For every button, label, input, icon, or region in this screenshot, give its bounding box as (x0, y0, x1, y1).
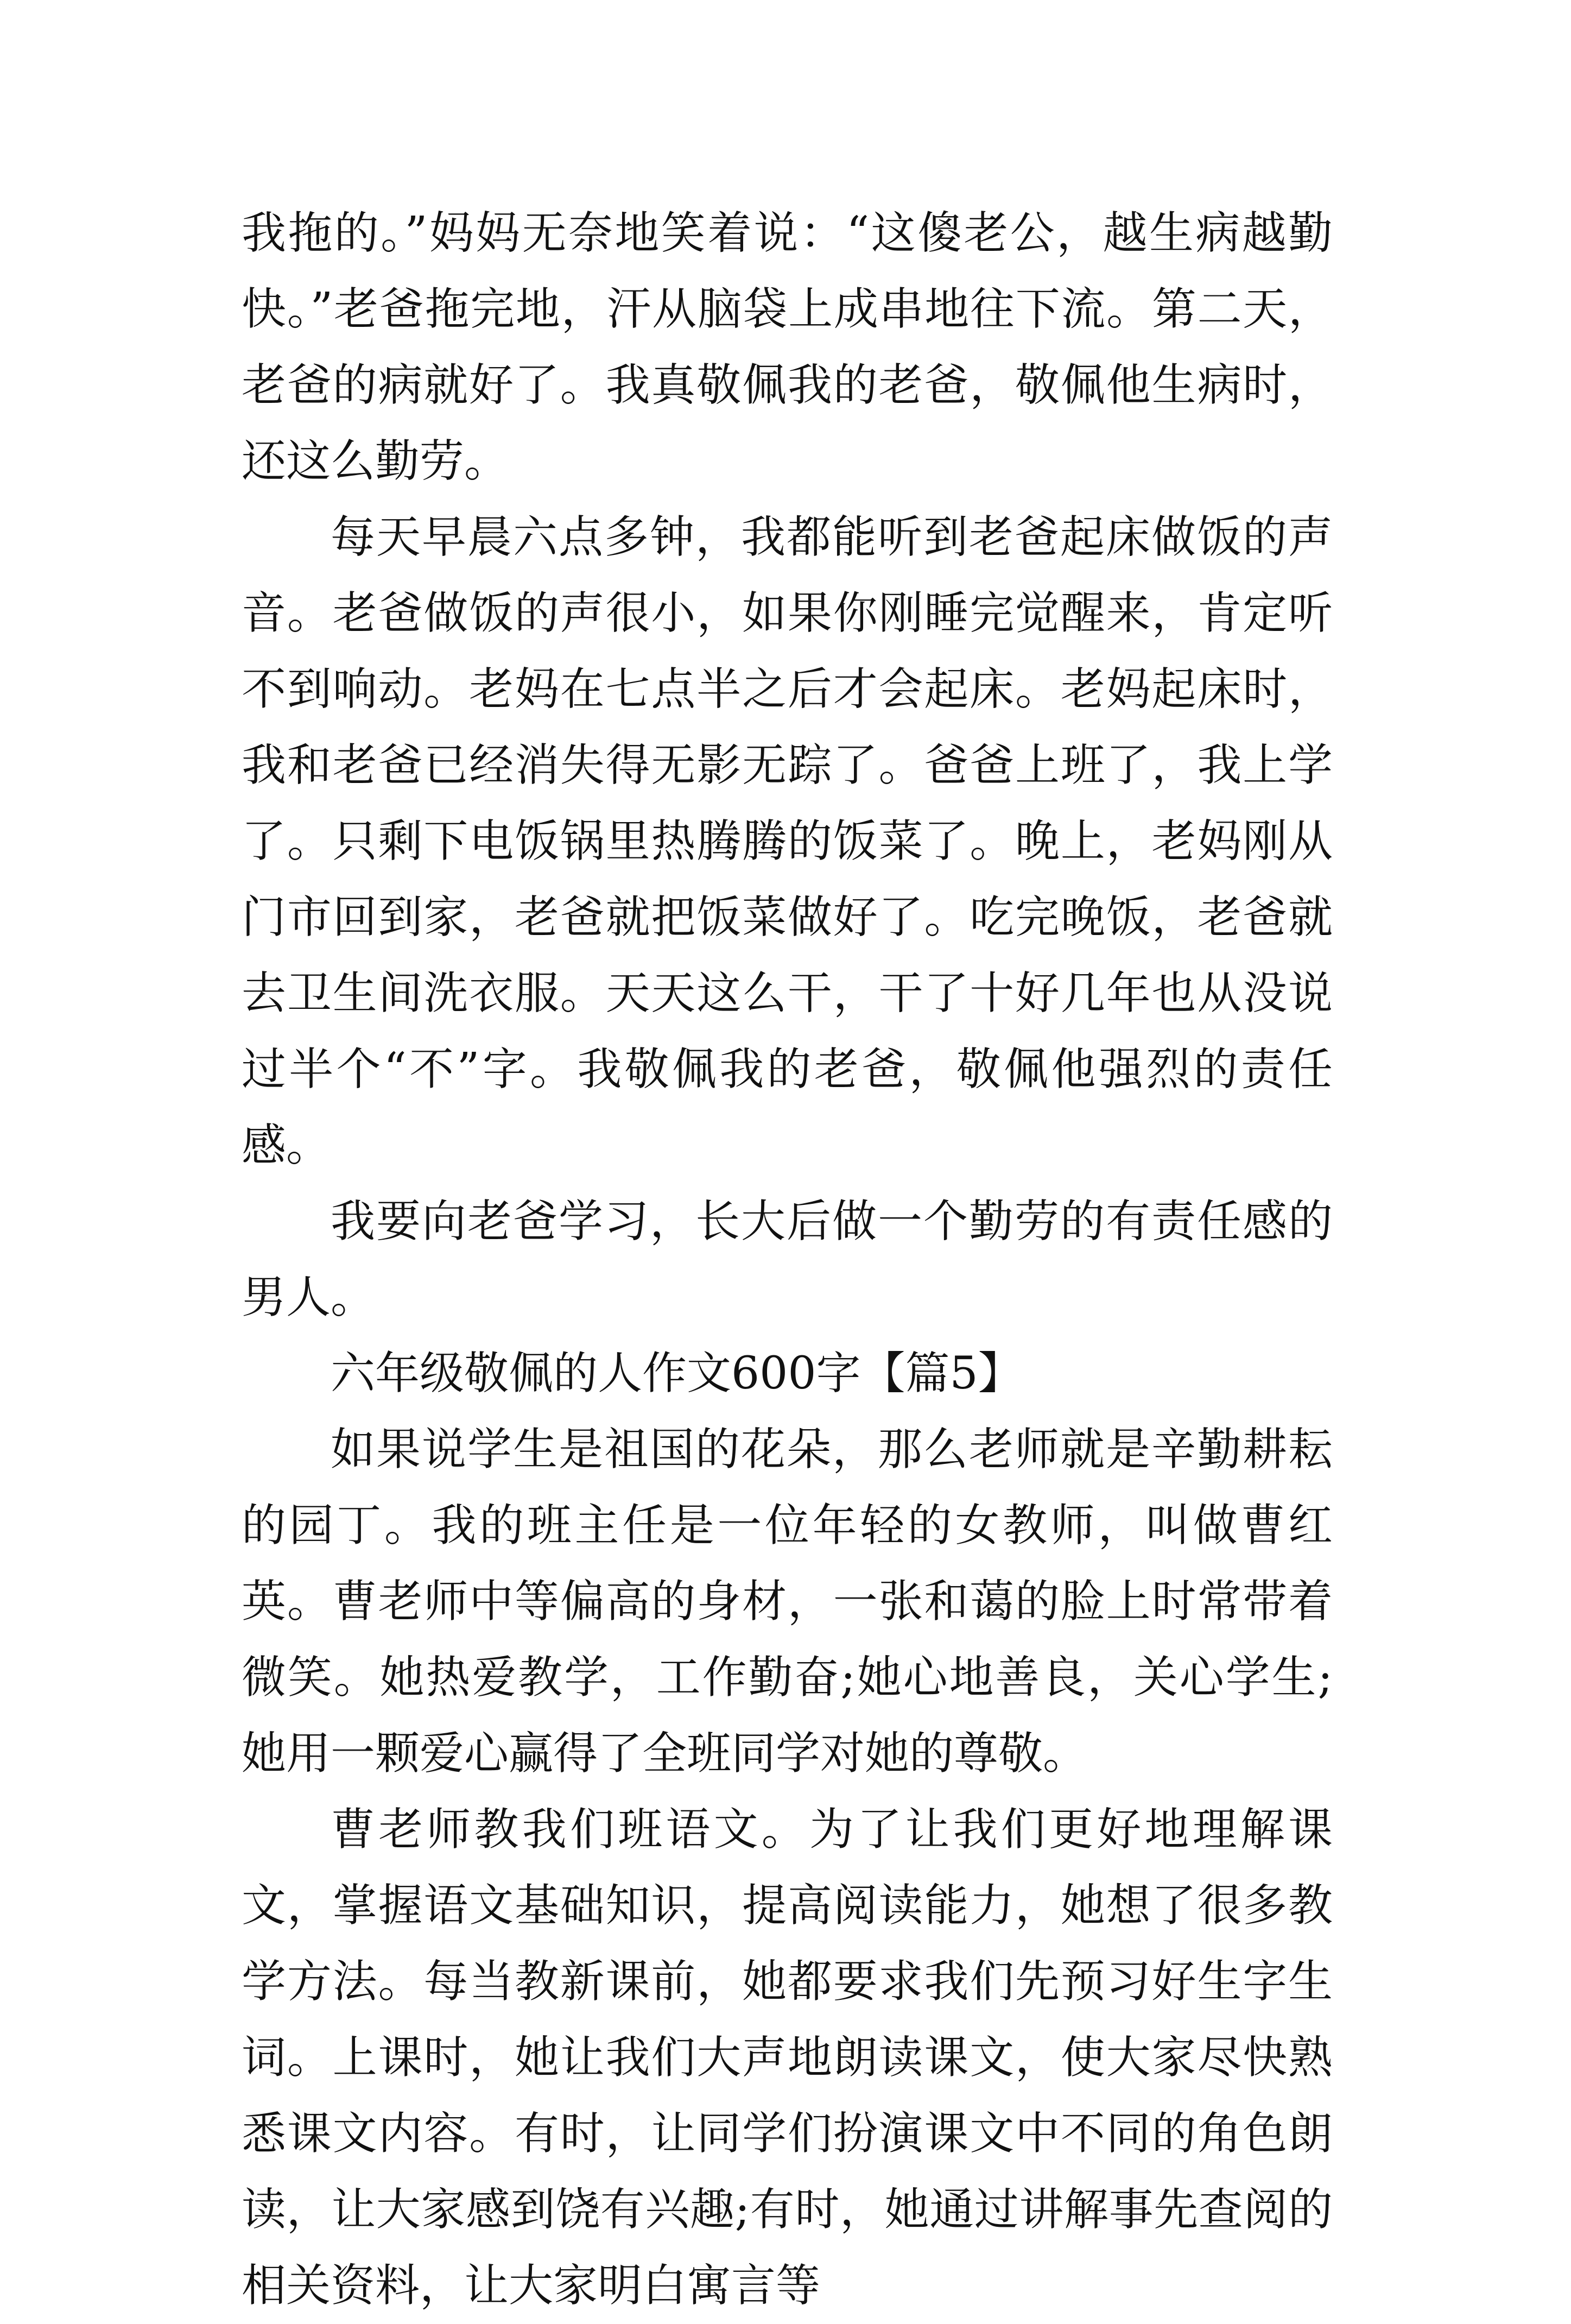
document-page (242, 195, 1333, 2324)
paragraph-5: 曹老师教我们班语文。为了让我们更好地理解课文，掌握语文基础知识，提高阅读能力，她想了很多教学方法。每当教新课前，她都要求我们先预习好生字生词。上课时，她让我们大声地朗读课文，使大家尽快熟悉课文内容。有时，让同学们扮演课文中不同的角色朗读，让大家感到饶有兴趣;有时，她通过讲解事先查阅的相关资料，让大家明白寓言等 (242, 1804, 1333, 2312)
section-heading: 六年级敬佩的人作文600字【篇5】 (331, 1348, 1023, 1399)
paragraph-2: 每天早晨六点多钟，我都能听到老爸起床做饭的声音。老爸做饭的声很小，如果你刚睡完觉醒来，肯定听不到响动。老妈在七点半之后才会起床。老妈起床时，我和老爸已经消失得无影无踪了。爸爸上班了，我上学了。只剩下电饭锅里热腾腾的饭菜了。晚上，老妈刚从门市回到家，老爸就把饭菜做好了。吃完晚饭，老爸就去卫生间洗衣服。天天这么干，干了十好几年也从没说过半个“不”字。我敬佩我的老爸，敬佩他强烈的责任感。 (242, 511, 1333, 1171)
paragraph-4: 如果说学生是祖国的花朵，那么老师就是辛勤耕耘的园丁。我的班主任是一位年轻的女教师，叫做曹红英。曹老师中等偏高的身材，一张和蔼的脸上时常带着微笑。她热爱教学，工作勤奋;她心地善良，关心学生;她用一颗爱心赢得了全班同学对她的尊敬。 (242, 1424, 1333, 1779)
paragraph-1: 我拖的。”妈妈无奈地笑着说：“这傻老公，越生病越勤快。”老爸拖完地，汗从脑袋上成串地往下流。第二天，老爸的病就好了。我真敬佩我的老爸，敬佩他生病时，还这么勤劳。 (242, 207, 1333, 487)
paragraph-3: 我要向老爸学习，长大后做一个勤劳的有责任感的男人。 (242, 1196, 1333, 1323)
